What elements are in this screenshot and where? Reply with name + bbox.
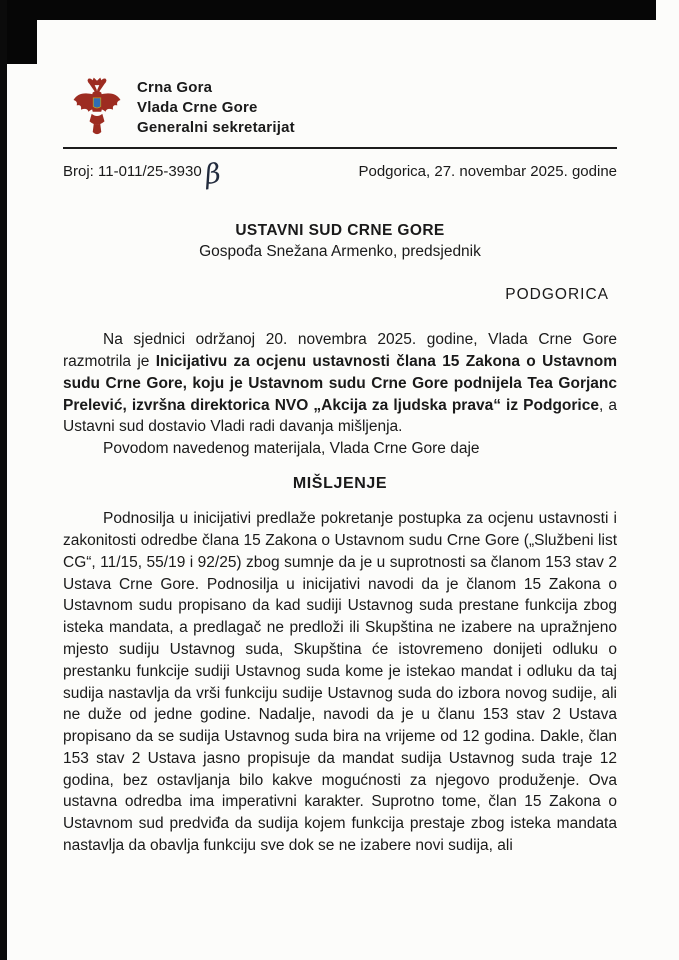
org-secretariat: Generalni sekretarijat <box>137 118 295 136</box>
place-and-date: Podgorica, 27. novembar 2025. godine <box>358 163 617 180</box>
org-government: Vlada Crne Gore <box>137 99 258 117</box>
opinion-heading: MIŠLJENJE <box>292 474 388 492</box>
paragraph-3: Podnosilja u inicijativi predlaže pokretanje postupka za ocjenu ustavnosti i zakonitosti odredbe člana 15 Zakona o Ustavnom sudu Crne Gore („Službeni list CG“, 11/15, 55/19 i 92/25) zbog sumnje da je u suprotnosti sa članom 153 stav 2 Ustava Crne Gore. Podnosilja u inicijativi navodi da je članom 15 Zakona o Ustavnom sudu propisano da kad sudiji Ustavnog suda prestane funkcija zbog isteka mandata, a predlagač ne predloži ili Skupština ne izabere na upražnjeno mjesto sudiju Ustavnog suda, Skupština će istovremeno donijeti odluku o prestanku funkcije sudiji Ustavnog suda kome je istekao mandat i odluku da taj sudija nastavlja da vrši funkciju sudije Ustavnog suda do izbora novog sudije, ali ne duže od jedne godine. Nadalje, navodi da je u članu 153 stav 2 Ustava propisano da se sudija Ustavnog suda bira na vrijeme od 12 godina. Dakle, član 153 stav 2 Ustava jasno propisuje da mandat sudija Ustavnog suda traje 12 godina, bez ostavljanja bilo kakve mogućnosti za njegovo produženje. Ova ustavna odredba ima imperativni karakter. Suprotno tome, član 15 Zakona o Ustavnom sud predviđa da sudija kojem funkcija prestaje zbog isteka mandata nastavlja da obavlja funkciju sve dok se ne izabere novi sudija, ali <box>63 510 617 854</box>
recipient-person: Gospođa Snežana Armenko, predsjednik <box>199 242 481 260</box>
recipient-institution: USTAVNI SUD CRNE GORE <box>235 221 445 239</box>
recipient-block <box>63 220 617 263</box>
letterhead-text <box>137 78 295 138</box>
document-content <box>63 0 617 857</box>
paragraph-1-tail: , a Ustavni sud dostavio Vladi radi davanja mišljenja. <box>63 396 617 436</box>
coat-of-arms-montenegro-icon <box>70 76 124 140</box>
letterhead <box>70 76 617 140</box>
document-number-text: Broj: 11-011/25-3930 <box>63 163 202 180</box>
letterhead-divider <box>63 147 617 149</box>
paragraph-1 <box>63 329 617 438</box>
document-number <box>63 158 223 191</box>
reference-row <box>63 158 617 191</box>
scan-artifact-left-edge <box>0 0 7 960</box>
paragraph-2: Povodom navedenog materijala, Vlada Crne Gore daje <box>103 440 480 458</box>
paragraph-1-bold: Inicijativu za ocjenu ustavnosti člana 15 Zakona o Ustavnom sudu Crne Gore, koju je Ustavnom sudu Crne Gore podnijela Tea Gorjanc Prelević, izvršna direktorica NVO „Akcija za ljudska prava“ iz Podgorice <box>63 353 618 414</box>
document-body <box>63 329 617 856</box>
paragraph-1-lead: Na sjednici održanoj 20. novembra 2025. godine, Vlada Crne Gore razmotrila je <box>63 331 617 371</box>
recipient-city: PODGORICA <box>505 286 609 304</box>
handwritten-mark: β <box>202 158 223 191</box>
org-country: Crna Gora <box>137 79 213 97</box>
